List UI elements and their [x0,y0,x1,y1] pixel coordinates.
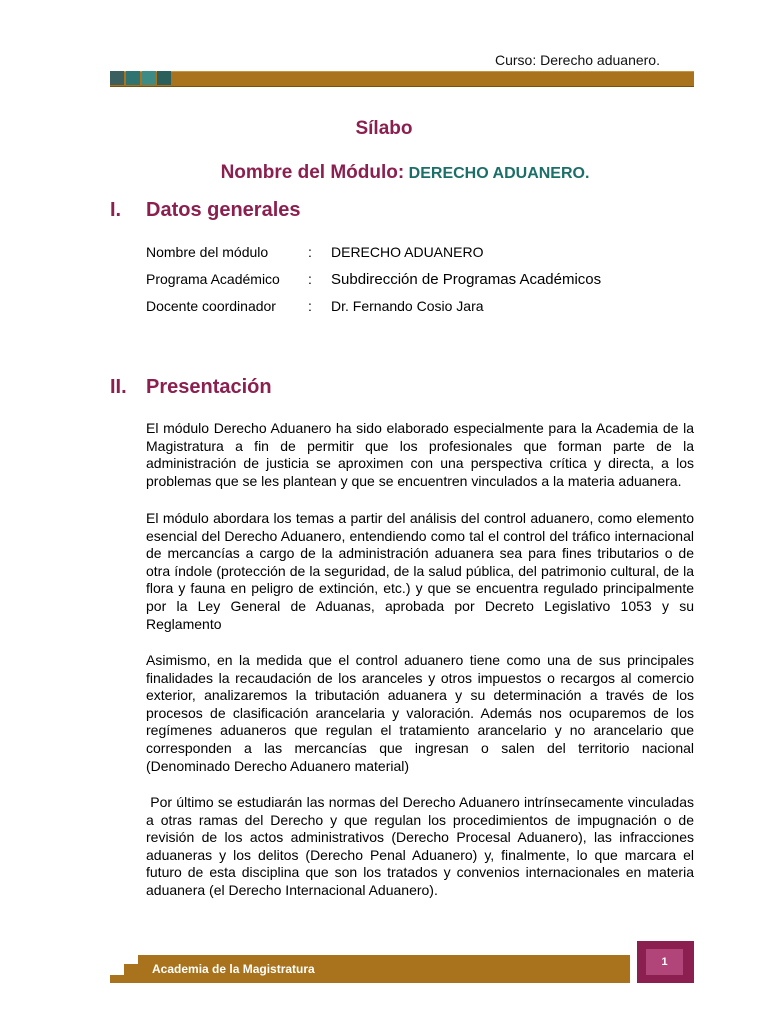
info-label: Programa Académico [146,271,280,287]
section-title: Presentación [146,376,272,398]
running-header: Curso: Derecho aduanero. [495,52,660,68]
header-square-3 [142,71,156,85]
paragraph: Asimismo, en la medida que el control aduanero tiene como una de sus principales finalidades la recaudación de los aranceles y otros impuestos o recargos al comercio exterior, analizaremos la tributación aduanera y su determinación a través de los procesos de clasificación arancelaria y valoración. Además nos ocuparemos de los regímenes aduaneros que regulan el tratamiento arancelario y no arancelario que corresponden a las mercancías que ingresan o salen del territorio nacional (Denominado Derecho Aduanero material) [146,652,694,774]
paragraph: Por último se estudiarán las normas del Derecho Aduanero intrínsecamente vinculadas a otras ramas del Derecho y que regulan los procedimientos de impugnación o de revisión de los actos administrativos (Derecho Procesal Aduanero), las infracciones aduaneras y los delitos (Derecho Penal Aduanero) y, finalmente, lo que marcara el futuro de esta disciplina que son los tratados y convenios internacionales en materia aduanera (el Derecho Internacional Aduanero). [146,794,698,898]
header-square-1 [110,71,124,85]
page-number: 1 [646,949,683,975]
page-number-box [637,941,694,983]
module-value: DERECHO ADUANERO. [408,165,590,182]
section-number: I. [110,199,122,221]
paragraph: El módulo abordara los temas a partir del análisis del control aduanero, como elemento esencial del Derecho Aduanero, entendiendo como tal el control del tráfico internacional de mercancías a cargo de la administración aduanera sea para fines tributarios o de otra índole (protección de la seguridad, de la salud pública, del patrimonio cultural, de la flora y fauna en peligro de extinción, etc.) y que se encuentra regulado principalmente por la Ley General de Aduanas, aprobada por Decreto Legislativo 1053 y su Reglamento [146,510,694,632]
info-colon: : [308,298,312,314]
info-value: Dr. Fernando Cosio Jara [331,298,484,314]
footer-step-2 [124,964,138,983]
paragraph: El módulo Derecho Aduanero ha sido elaborado especialmente para la Academia de la Magistratura a fin de permitir que los profesionales que forman parte de la administración de justicia se aproximen con una perspectiva crítica y directa, a los problemas que se les plantean y que se encuentren vinculados a la materia aduanera. [146,420,694,489]
info-label: Docente coordinador [146,298,276,314]
info-colon: : [308,271,312,287]
header-square-2 [126,71,140,85]
header-square-4 [157,71,171,85]
footer-institution: Academia de la Magistratura [152,962,315,976]
header-bar [110,71,694,87]
section-number: II. [110,376,127,398]
section-title: Datos generales [146,199,301,221]
section-heading-presentacion [110,376,272,399]
section-heading-datos [110,199,301,222]
info-value: Subdirección de Programas Académicos [331,271,602,288]
info-label: Nombre del módulo [146,244,269,260]
info-colon: : [308,244,312,260]
module-line [0,162,768,184]
footer-step-1 [110,975,124,983]
module-label: Nombre del Módulo: [220,162,405,183]
info-value: DERECHO ADUANERO [331,244,484,260]
footer-bar [138,955,630,983]
document-title: Sílabo [355,118,413,139]
